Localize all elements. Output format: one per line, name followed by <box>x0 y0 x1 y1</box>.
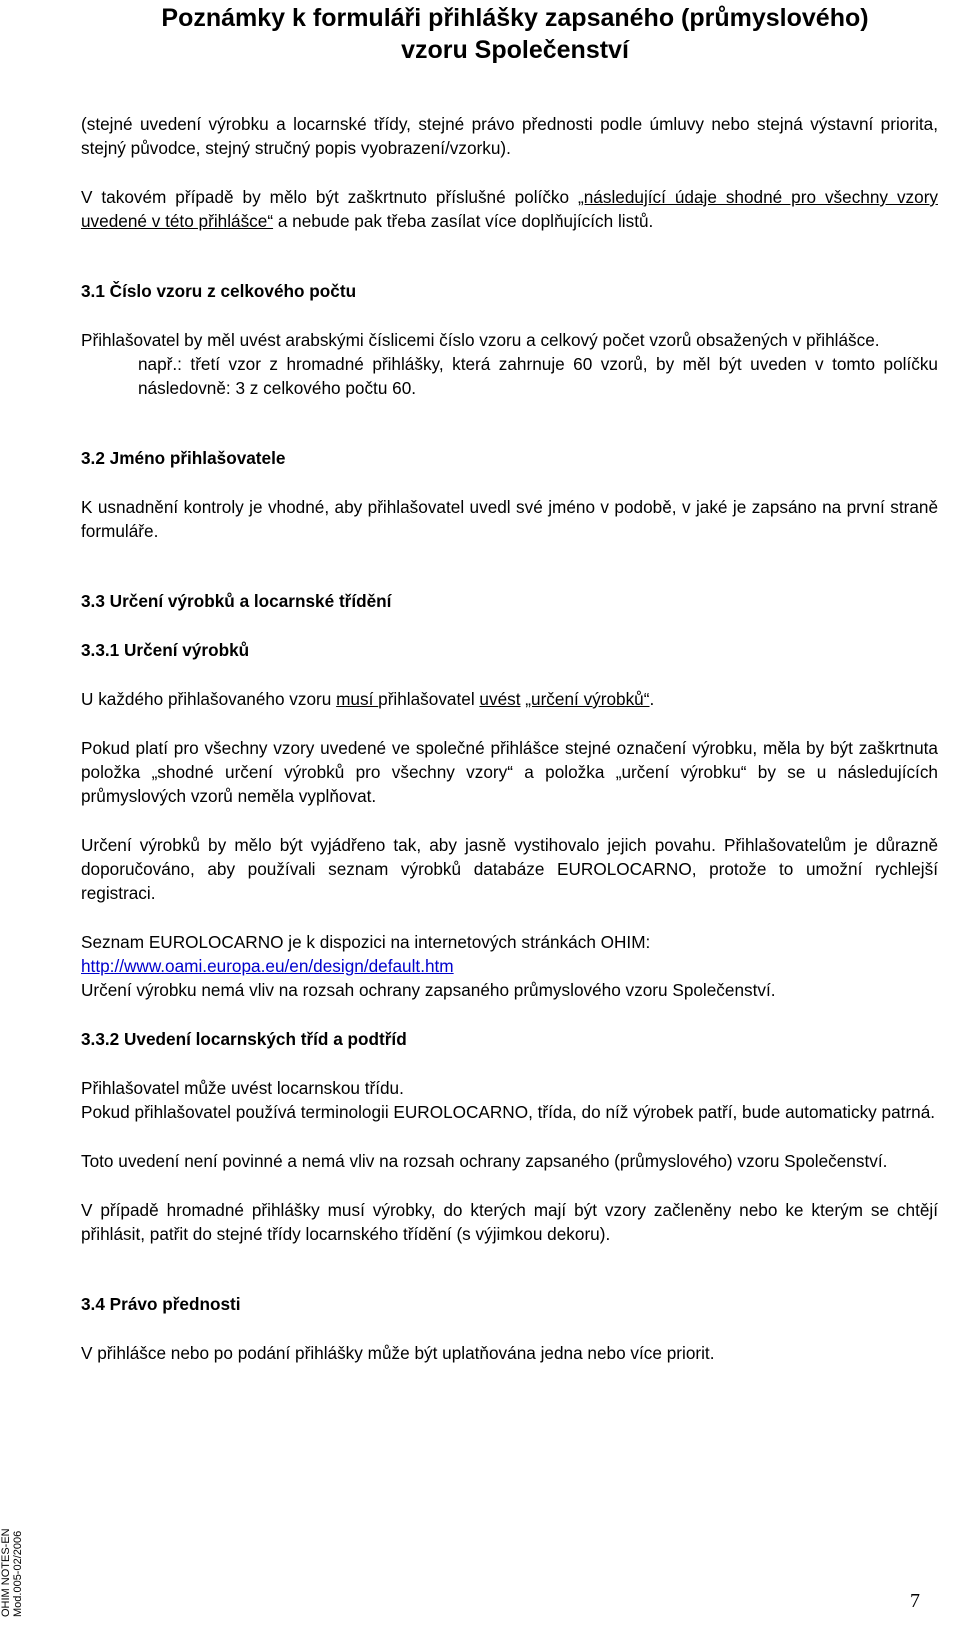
page-title <box>95 2 935 66</box>
section-3-2-paragraph-1: K usnadnění kontroly je vhodné, aby přihlašovatel uvedl své jméno v podobě, v jaké je zapsáno na první straně formuláře. <box>81 497 938 541</box>
section-3-1-heading: 3.1 Číslo vzoru z celkového počtu <box>81 281 357 301</box>
section-3-3-1-paragraph-3: Určení výrobků by mělo být vyjádřeno tak, aby jasně vystihovalo jejich povahu. Přihlašovatelům je důrazně doporučováno, aby používali seznam výrobků databáze EUROLOCARNO, protože to umožní rychlejší registraci. <box>81 835 938 903</box>
text: . <box>649 689 655 709</box>
side-footer-line-2: Mod.005-02/2006 <box>12 1530 24 1617</box>
section-3-2-heading: 3.2 Jméno přihlašovatele <box>81 448 286 468</box>
intro-text-after: a nebude pak třeba zasílat více doplňujících listů. <box>273 211 654 231</box>
section-3-3-1-paragraph-4: Seznam EUROLOCARNO je k dispozici na internetových stránkách OHIM: <box>81 932 651 952</box>
intro-paragraph-2 <box>81 185 938 233</box>
title-line-2: vzoru Společenství <box>401 36 629 64</box>
section-3-3-heading: 3.3 Určení výrobků a locarnské třídění <box>81 591 392 611</box>
side-footer-line-1: OHIM NOTES-EN <box>0 1528 12 1617</box>
title-line-1: Poznámky k formuláři přihlášky zapsaného (průmyslového) <box>161 4 869 32</box>
underlined-uvest: uvést <box>479 689 521 709</box>
section-3-3-1-paragraph-2: Pokud platí pro všechny vzory uvedené ve společné přihlášce stejné označení výrobku, měla by být zaškrtnuta položka „shodné určení výrobků pro všechny vzory“ a položka „určení výrobku“ by se u následujících průmyslových vzorů neměla vyplňovat. <box>81 738 938 806</box>
section-3-3-1-paragraph-5: Určení výrobku nemá vliv na rozsah ochrany zapsaného průmyslového vzoru Společenství. <box>81 980 776 1000</box>
section-3-3-2-paragraph-1: Přihlašovatel může uvést locarnskou třídu. <box>81 1078 404 1098</box>
section-3-1-paragraph-1: Přihlašovatel by měl uvést arabskými číslicemi číslo vzoru a celkový počet vzorů obsažených v přihlášce. <box>81 330 880 350</box>
intro-paragraph-1: (stejné uvedení výrobku a locarnské třídy, stejné právo přednosti podle úmluvy nebo stejná výstavní priorita, stejný původce, stejný stručný popis vyobrazení/vzorku). <box>81 114 938 158</box>
section-3-4-heading: 3.4 Právo přednosti <box>81 1294 241 1314</box>
section-3-3-2-paragraph-4: V případě hromadné přihlášky musí výrobky, do kterých mají být vzory začleněny nebo ke kterým se chtějí přihlásit, patřit do stejné třídy locarnského třídění (s výjimkou dekoru). <box>81 1200 938 1244</box>
intro-text: V takovém případě by mělo být zaškrtnuto příslušné políčko <box>81 187 579 207</box>
eurolocarno-link-line <box>81 954 938 978</box>
section-3-3-1-heading: 3.3.1 Určení výrobků <box>81 640 250 660</box>
section-3-3-2-paragraph-2: Pokud přihlašovatel používá terminologii EUROLOCARNO, třída, do níž výrobek patří, bude automaticky patrná. <box>81 1102 936 1122</box>
intro-underlined-text: „následující údaje shodné pro všechny vzory uvedené v této přihlášce“ <box>81 187 939 231</box>
section-3-3-2-heading: 3.3.2 Uvedení locarnských tříd a podtříd <box>81 1029 407 1049</box>
text: U každého přihlašovaného vzoru <box>81 689 337 709</box>
document-body <box>81 112 938 1365</box>
page-number: 7 <box>910 1590 920 1612</box>
section-3-3-1-paragraph-1 <box>81 687 938 711</box>
section-3-3-2-paragraph-3: Toto uvedení není povinné a nemá vliv na rozsah ochrany zapsaného (průmyslového) vzoru Společenství. <box>81 1151 888 1171</box>
underlined-musi: musí <box>336 689 379 709</box>
text: přihlašovatel <box>378 689 480 709</box>
eurolocarno-link[interactable]: http://www.oami.europa.eu/en/design/default.htm <box>81 956 454 976</box>
underlined-urceni-vyrobku: „určení výrobků“ <box>525 689 650 709</box>
section-3-4-paragraph-1: V přihlášce nebo po podání přihlášky může být uplatňována jedna nebo více priorit. <box>81 1343 715 1363</box>
section-3-1-example: např.: třetí vzor z hromadné přihlášky, která zahrnuje 60 vzorů, by měl být uveden v tomto políčku následovně: 3 z celkového počtu 60. <box>138 354 938 398</box>
